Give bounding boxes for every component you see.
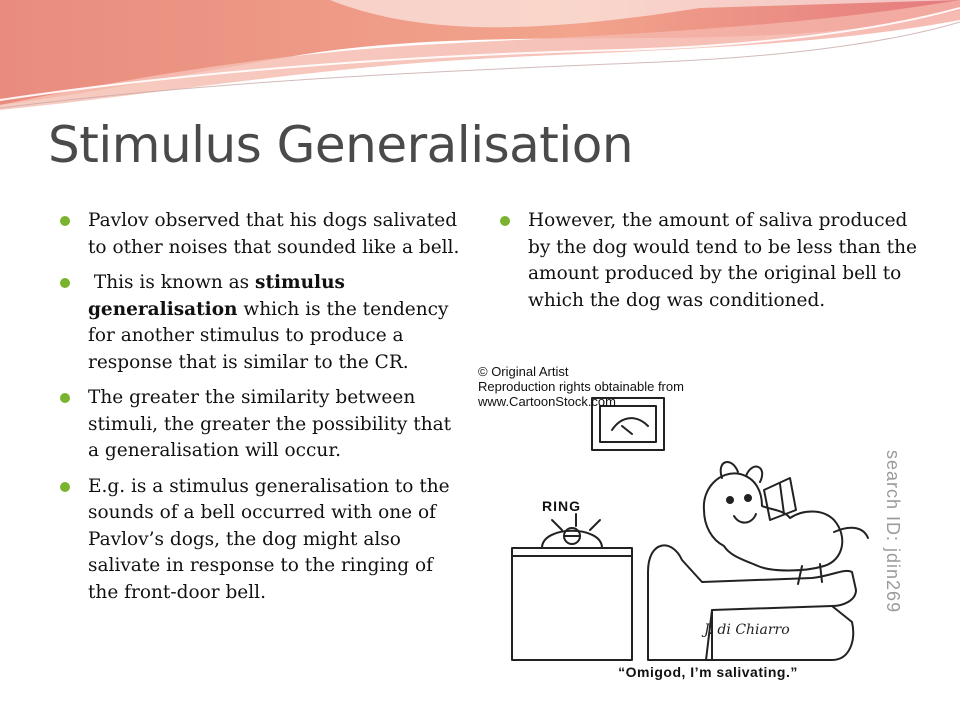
bell-drawing [542, 531, 602, 548]
bullet-dot-icon [60, 393, 70, 403]
bullet-dot-icon [500, 216, 510, 226]
dog-body [704, 473, 842, 570]
watermark-text: search ID: jdin269 [883, 450, 903, 614]
bullet-dot-icon [60, 278, 70, 288]
bullet-text-rest: which is the tendency for another stimulus to produce a response that is similar to the CR. [88, 298, 455, 373]
bullet-item [500, 208, 920, 314]
cartoon-drawing [472, 360, 944, 700]
bullet-item [60, 385, 460, 465]
bullet-dot-icon [60, 482, 70, 492]
slide-title: Stimulus Generalisation [48, 116, 634, 174]
credit-line: Reproduction rights obtainable from [478, 379, 684, 394]
artist-signature: J. di Chiarro [704, 622, 790, 638]
bullet-text: Pavlov observed that his dogs salivated to other noises that sounded like a bell. [88, 210, 460, 258]
side-table [512, 548, 632, 660]
credit-line: © Original Artist [478, 364, 569, 379]
cartoon-caption: “Omigod, I’m salivating.” [618, 664, 798, 680]
bullet-text: However, the amount of saliva produced by the dog would tend to be less than the amount produced by the original bell to which the dog was conditioned. [528, 210, 917, 311]
cartoon-credit [478, 364, 684, 409]
bullet-text: The greater the similarity between stimuli, the greater the possibility that a generalisation will occur. [88, 387, 452, 461]
key-term: stimulus generalisation [88, 272, 345, 320]
bullet-text-lead: This is known as [88, 272, 256, 293]
bullet-item [60, 474, 460, 607]
left-bullet-list [60, 208, 460, 615]
ring-label: RING [542, 498, 581, 514]
bullet-dot-icon [60, 216, 70, 226]
credit-line: www.CartoonStock.com [478, 394, 616, 409]
bullet-item [60, 270, 460, 376]
bullet-text: E.g. is a stimulus generalisation to the sounds of a bell occurred with one of Pavlov’s dogs, the dog might also salivate in response to the ringing of the front-door bell. [88, 475, 450, 603]
right-bullet-list [500, 208, 920, 323]
bullet-item [60, 208, 460, 261]
header-wave-banner [0, 0, 960, 120]
cartoon-image [472, 360, 944, 700]
